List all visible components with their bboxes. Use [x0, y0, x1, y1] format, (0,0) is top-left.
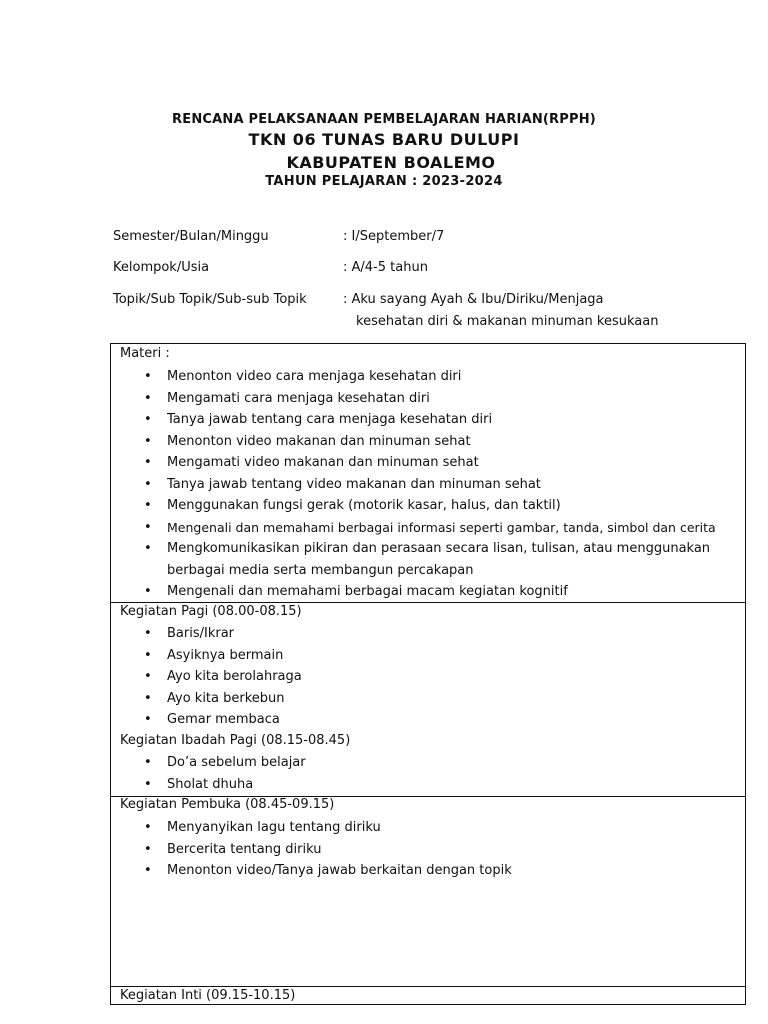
topik-value: : Aku sayang Ayah & Ibu/Diriku/Menjaga: [343, 292, 604, 307]
list-item: • Mengamati video makanan dan minuman sehat: [111, 452, 745, 474]
semester-value: : I/September/7: [343, 229, 445, 244]
bullet-icon: •: [144, 755, 152, 770]
kegiatan-pagi-heading: Kegiatan Pagi (08.00-08.15): [120, 604, 302, 619]
topik-label: Topik/Sub Topik/Sub-sub Topik: [113, 292, 307, 307]
bullet-icon: •: [144, 433, 152, 449]
list-item: • Baris/Ikrar: [111, 623, 745, 645]
list-item: • Menonton video/Tanya jawab berkaitan dengan topik: [111, 860, 745, 882]
list-item: • Mengamati cara menjaga kesehatan diri: [111, 388, 745, 410]
list-item: • Menonton video cara menjaga kesehatan diri: [111, 366, 745, 388]
bullet-icon: •: [144, 669, 152, 684]
bullet-icon: •: [144, 776, 152, 792]
bullet-icon: •: [144, 390, 152, 406]
bullet-icon: •: [144, 690, 152, 706]
list-item: • Mengenali dan memahami berbagai macam kegiatan kognitif: [111, 581, 745, 603]
list-item: • Tanya jawab tentang video makanan dan minuman sehat: [111, 474, 745, 496]
materi-heading: Materi :: [120, 346, 170, 361]
kelompok-label: Kelompok/Usia: [113, 260, 210, 275]
bullet-icon: •: [144, 820, 152, 835]
list-item: • Ayo kita berkebun: [111, 688, 745, 710]
kegiatan-inti-heading: Kegiatan Inti (09.15-10.15): [120, 988, 296, 1003]
materi-cell: [111, 344, 745, 602]
list-item: • Mengenali dan memahami berbagai informasi seperti gambar, tanda, simbol dan cerita: [111, 517, 745, 539]
list-item: • Bercerita tentang diriku: [111, 839, 745, 861]
list-item: • Menggunakan fungsi gerak (motorik kasar, halus, dan taktil): [111, 495, 745, 517]
doc-title: RENCANA PELAKSANAAN PEMBELAJARAN HARIAN(RPPH): [172, 112, 596, 127]
bullet-icon: •: [144, 626, 152, 641]
list-item: • Menyanyikan lagu tentang diriku: [111, 817, 745, 839]
materi-list: [111, 366, 745, 603]
regency-name: KABUPATEN BOALEMO: [286, 153, 496, 172]
list-item: • Gemar membaca: [111, 709, 745, 731]
kegiatan-pagi-list: [111, 623, 745, 731]
bullet-icon: •: [144, 647, 152, 663]
list-item: • Tanya jawab tentang cara menjaga kesehatan diri: [111, 409, 745, 431]
semester-label: Semester/Bulan/Minggu: [113, 229, 269, 244]
bullet-icon: •: [144, 841, 152, 857]
bullet-icon: •: [144, 476, 152, 492]
list-item: • Sholat dhuha: [111, 774, 745, 796]
kegiatan-ibadah-heading: Kegiatan Ibadah Pagi (08.15-08.45): [120, 733, 351, 748]
school-name: TKN 06 TUNAS BARU DULUPI: [248, 130, 520, 149]
activity-table: [110, 343, 746, 1005]
bullet-icon: •: [144, 541, 152, 556]
bullet-icon: •: [144, 455, 152, 470]
kegiatan-inti-cell: [111, 986, 745, 1006]
topik-value-continued: kesehatan diri & makanan minuman kesukaan: [356, 314, 659, 329]
list-item: • Asyiknya bermain: [111, 645, 745, 667]
bullet-icon: •: [144, 519, 152, 535]
bullet-icon: •: [144, 498, 152, 513]
list-item: • Menonton video makanan dan minuman sehat: [111, 431, 745, 453]
kegiatan-pembuka-heading: Kegiatan Pembuka (08.45-09.15): [120, 797, 335, 812]
kelompok-value: : A/4-5 tahun: [343, 260, 428, 275]
bullet-icon: •: [144, 412, 152, 427]
kegiatan-pembuka-cell: [111, 796, 745, 986]
bullet-icon: •: [144, 863, 152, 878]
kegiatan-pagi-cell: [111, 602, 745, 796]
kegiatan-ibadah-list: [111, 752, 745, 795]
list-item: • Do’a sebelum belajar: [111, 752, 745, 774]
bullet-icon: •: [144, 369, 152, 384]
bullet-icon: •: [144, 584, 152, 599]
list-item: • Mengkomunikasikan pikiran dan perasaan secara lisan, tulisan, atau menggunakan berbagai media serta membangun percakapan: [111, 538, 745, 581]
kegiatan-pembuka-list: [111, 817, 745, 882]
list-item: • Ayo kita berolahraga: [111, 666, 745, 688]
academic-year: TAHUN PELAJARAN : 2023-2024: [265, 174, 503, 189]
bullet-icon: •: [144, 712, 152, 727]
